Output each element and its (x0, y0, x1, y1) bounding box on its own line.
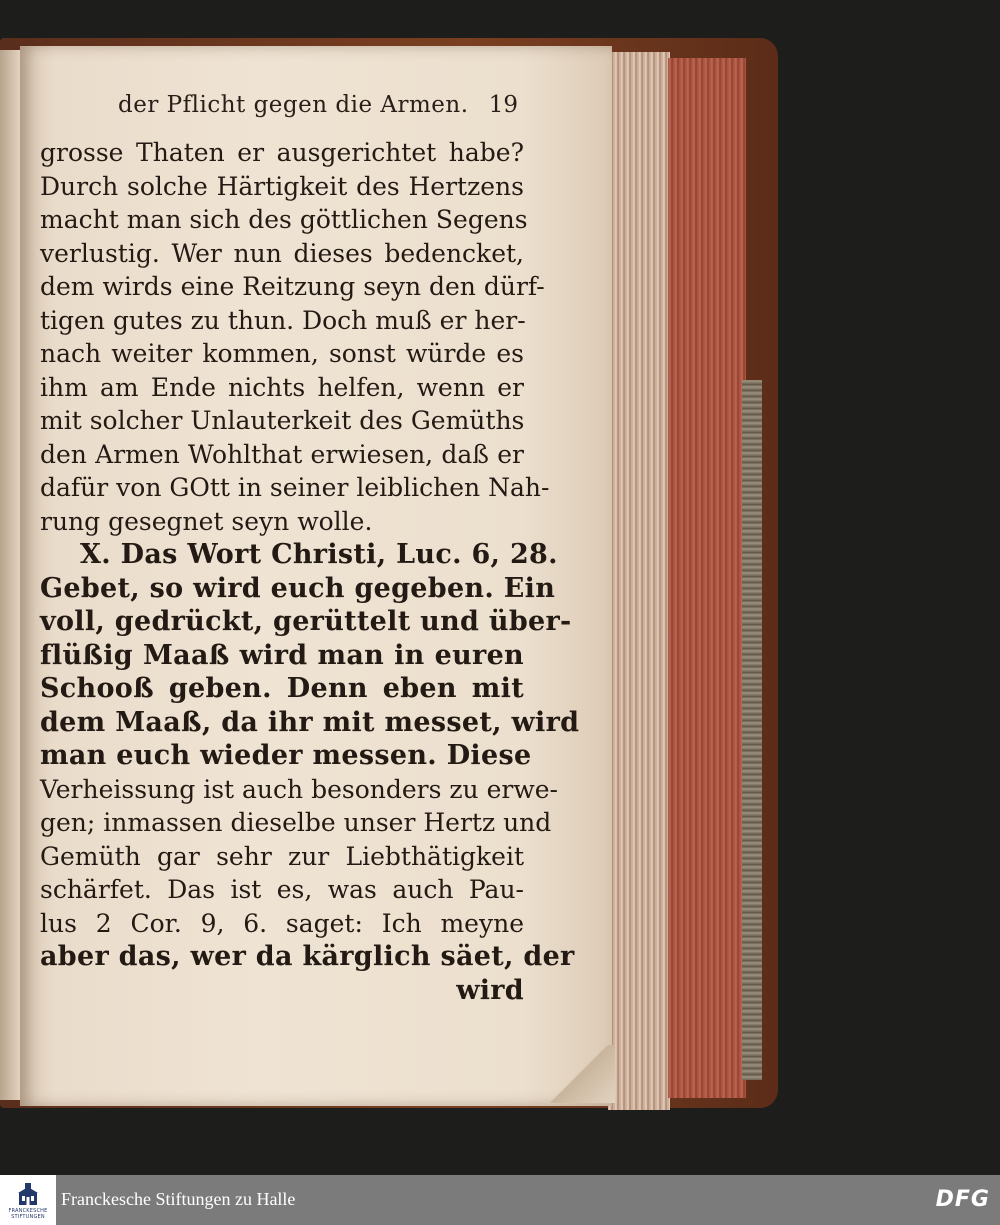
page-corner-fold (545, 1045, 615, 1103)
logo-text: FRANCKESCHE STIFTUNGEN (8, 1208, 48, 1220)
catchword: wird (456, 974, 524, 1006)
text-line: rung gesegnet seyn wolle. (40, 506, 373, 536)
quote-line: flüßig Maaß wird man in euren (40, 639, 524, 671)
quote-line: Gebet, so wird euch gegeben. Ein (40, 572, 556, 604)
building-icon (14, 1181, 42, 1207)
institution-name: Franckesche Stiftungen zu Halle (61, 1189, 296, 1209)
text-line: dafür von GOtt in seiner leiblichen Nah- (40, 473, 550, 502)
left-page-edge (0, 50, 22, 1100)
page-number: 19 (488, 92, 518, 118)
text-line: Verheissung ist auch besonders zu erwe- (40, 774, 558, 804)
quote-line: Schooß geben. Denn eben mit (40, 673, 524, 704)
quote-line: aber das, wer da kärglich säet, der (40, 941, 575, 972)
text-line: mit solcher Unlauterkeit des Gemüths (40, 406, 525, 435)
running-header (118, 92, 518, 126)
dfg-logo[interactable]: DFG (935, 1187, 990, 1212)
marbled-edge (742, 380, 762, 1080)
running-head: der Pflicht gegen die Armen. (118, 92, 469, 118)
quote-line: voll, gedrückt, gerüttelt und über- (40, 606, 572, 637)
page-stack (608, 52, 670, 1110)
text-line: den Armen Wohlthat erwiesen, daß er (40, 439, 524, 469)
text-line: tigen gutes zu thun. Doch muß er her- (40, 305, 526, 335)
institution-logo[interactable] (0, 1175, 56, 1225)
section-heading: X. Das Wort Christi, Luc. 6, 28. (80, 539, 558, 570)
text-line: lus 2 Cor. 9, 6. saget: Ich meyne (40, 908, 524, 938)
text-line: gen; inmassen dieselbe unser Hertz und (40, 808, 552, 837)
text-line: Gemüth gar sehr zur Liebthätigkeit (40, 841, 524, 871)
text-line: dem wirds eine Reitzung seyn den dürf- (40, 272, 545, 301)
text-line: Durch solche Härtigkeit des Hertzens (40, 171, 524, 201)
text-line: verlustig. Wer nun dieses bedencket, (40, 238, 524, 268)
red-page-edge (668, 58, 746, 1098)
footer-bar (0, 1175, 1000, 1225)
text-line: schärfet. Das ist es, was auch Pau- (40, 875, 524, 904)
text-line: macht man sich des göttlichen Segens (40, 205, 528, 234)
page-text (40, 136, 580, 1007)
text-line: grosse Thaten er ausgerichtet habe? (40, 138, 524, 167)
quote-line: man euch wieder messen. Diese (40, 740, 532, 771)
quote-line: dem Maaß, da ihr mit messet, wird (40, 706, 580, 738)
text-line: ihm am Ende nichts helfen, wenn er (40, 372, 524, 402)
text-line: nach weiter kommen, sonst würde es (40, 339, 524, 368)
